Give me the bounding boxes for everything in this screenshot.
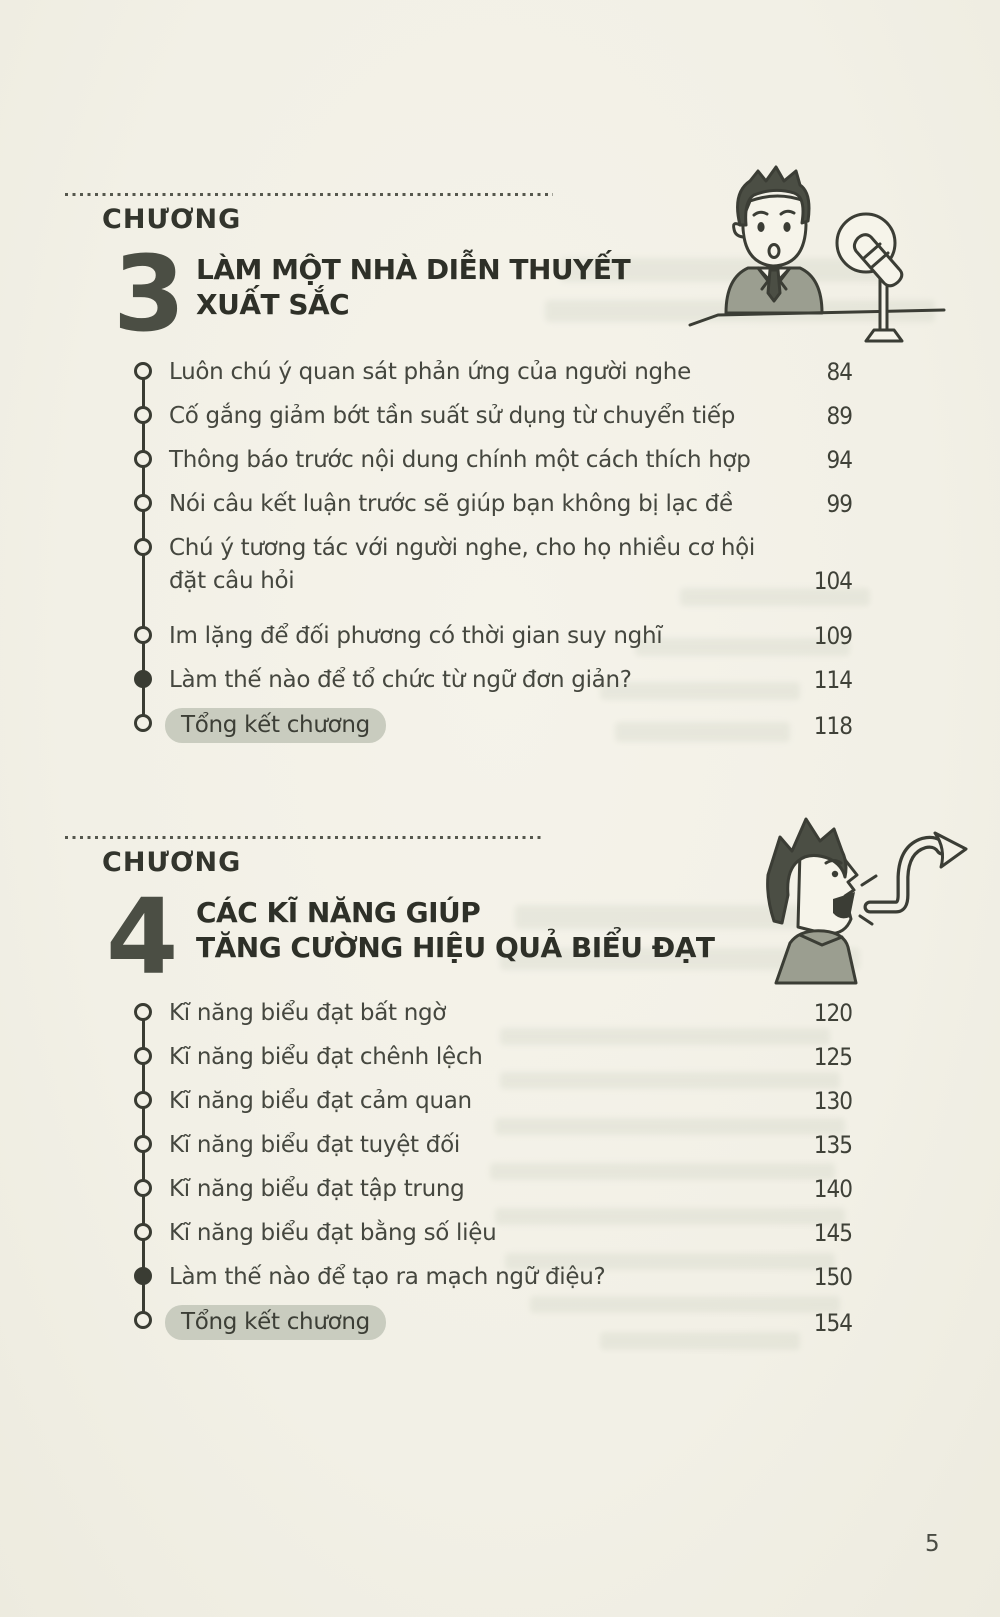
toc-item-title: Kĩ năng biểu đạt bằng số liệu [169,1220,497,1246]
chapter-title [196,252,630,322]
toc-item [130,1085,852,1118]
toc-bullet-open-icon [134,362,152,380]
chapter-number: 4 [106,876,175,998]
toc-bullet-open-icon [134,714,152,732]
toc-item-title: Kĩ năng biểu đạt bất ngờ [169,1000,447,1026]
toc-item [130,1261,852,1294]
toc-bullet-open-icon [134,1135,152,1153]
toc-bullet-open-icon [134,1047,152,1065]
toc-item-page-number: 94 [826,446,852,474]
toc-bullet-open-icon [134,1311,152,1329]
toc-item [130,1129,852,1162]
toc-bullet-open-icon [134,450,152,468]
toc-item-title: Chú ý tương tác với người nghe, cho họ nhiều cơ hội đặt câu hỏi [169,535,756,594]
toc-item [130,1041,852,1074]
toc-item-title: Kĩ năng biểu đạt tuyệt đối [169,1132,460,1158]
toc-item-title [169,708,779,743]
page-number: 5 [925,1531,940,1557]
toc-item [130,488,852,521]
toc-item-page-number: 89 [826,402,852,430]
toc-bullet-open-icon [134,1223,152,1241]
toc-item-page-number: 120 [813,999,852,1027]
toc-item-page-number: 150 [813,1263,852,1291]
chapter-summary-pill: Tổng kết chương [165,708,386,743]
toc-bullet-filled-icon [134,670,152,688]
toc-item-page-number: 154 [813,1309,852,1337]
chapter-title-line: CÁC KĨ NĂNG GIÚP [196,896,481,929]
toc-list-chapter-4 [130,997,852,1351]
toc-item-title: Kĩ năng biểu đạt tập trung [169,1176,465,1202]
toc-item-page-number: 135 [813,1131,852,1159]
toc-item-title: Làm thế nào để tổ chức từ ngữ đơn giản? [169,667,632,693]
toc-item [130,664,852,697]
toc-item-title: Kĩ năng biểu đạt chênh lệch [169,1044,483,1070]
chapter-title-line: LÀM MỘT NHÀ DIỄN THUYẾT [196,253,631,286]
toc-item-title: Kĩ năng biểu đạt cảm quan [169,1088,472,1114]
chapter-title-line: XUẤT SẮC [196,288,350,321]
toc-bullet-open-icon [134,626,152,644]
toc-item-title: Thông báo trước nội dung chính một cách thích hợp [169,447,751,473]
chapter-label: CHƯƠNG [102,204,242,235]
toc-item-title [169,1305,779,1340]
toc-bullet-open-icon [134,1091,152,1109]
toc-item-page-number: 104 [813,567,852,595]
chapter-title [196,895,715,965]
speaker-microphone-illustration [688,163,968,363]
toc-item-page-number: 109 [813,622,852,650]
toc-item [130,1173,852,1206]
toc-item [130,1217,852,1250]
toc-item-title: Làm thế nào để tạo ra mạch ngữ điệu? [169,1264,606,1290]
toc-item [130,620,852,653]
toc-bullet-open-icon [134,538,152,556]
toc-item-title: Im lặng để đối phương có thời gian suy nghĩ [169,623,663,649]
chapter-number: 3 [113,233,182,355]
toc-item-page-number: 125 [813,1043,852,1071]
toc-item [130,708,852,743]
dotted-divider [65,836,543,839]
toc-item-title: Nói câu kết luận trước sẽ giúp bạn không bị lạc đề [169,491,733,517]
toc-list-chapter-3 [130,356,852,754]
toc-item-page-number: 99 [826,490,852,518]
toc-item-page-number: 118 [813,712,852,740]
toc-item-page-number: 145 [813,1219,852,1247]
toc-bullet-open-icon [134,406,152,424]
toc-item [130,532,852,598]
chapter-label: CHƯƠNG [102,847,242,878]
toc-item [130,356,852,389]
dotted-divider [65,193,553,196]
toc-bullet-open-icon [134,1003,152,1021]
toc-item-title: Cố gắng giảm bớt tần suất sử dụng từ chuyển tiếp [169,403,736,429]
toc-item-page-number: 140 [813,1175,852,1203]
toc-item-page-number: 84 [826,358,852,386]
toc-bullet-open-icon [134,494,152,512]
toc-item [130,444,852,477]
toc-item-page-number: 114 [813,666,852,694]
chapter-summary-pill: Tổng kết chương [165,1305,386,1340]
speaking-arrow-illustration [738,803,978,1003]
toc-item-page-number: 130 [813,1087,852,1115]
chapter-title-line: TĂNG CƯỜNG HIỆU QUẢ BIỂU ĐẠT [196,931,715,964]
toc-item-title: Luôn chú ý quan sát phản ứng của người nghe [169,359,691,385]
toc-bullet-filled-icon [134,1267,152,1285]
toc-item [130,400,852,433]
toc-bullet-open-icon [134,1179,152,1197]
toc-item [130,1305,852,1340]
toc-item [130,997,852,1030]
